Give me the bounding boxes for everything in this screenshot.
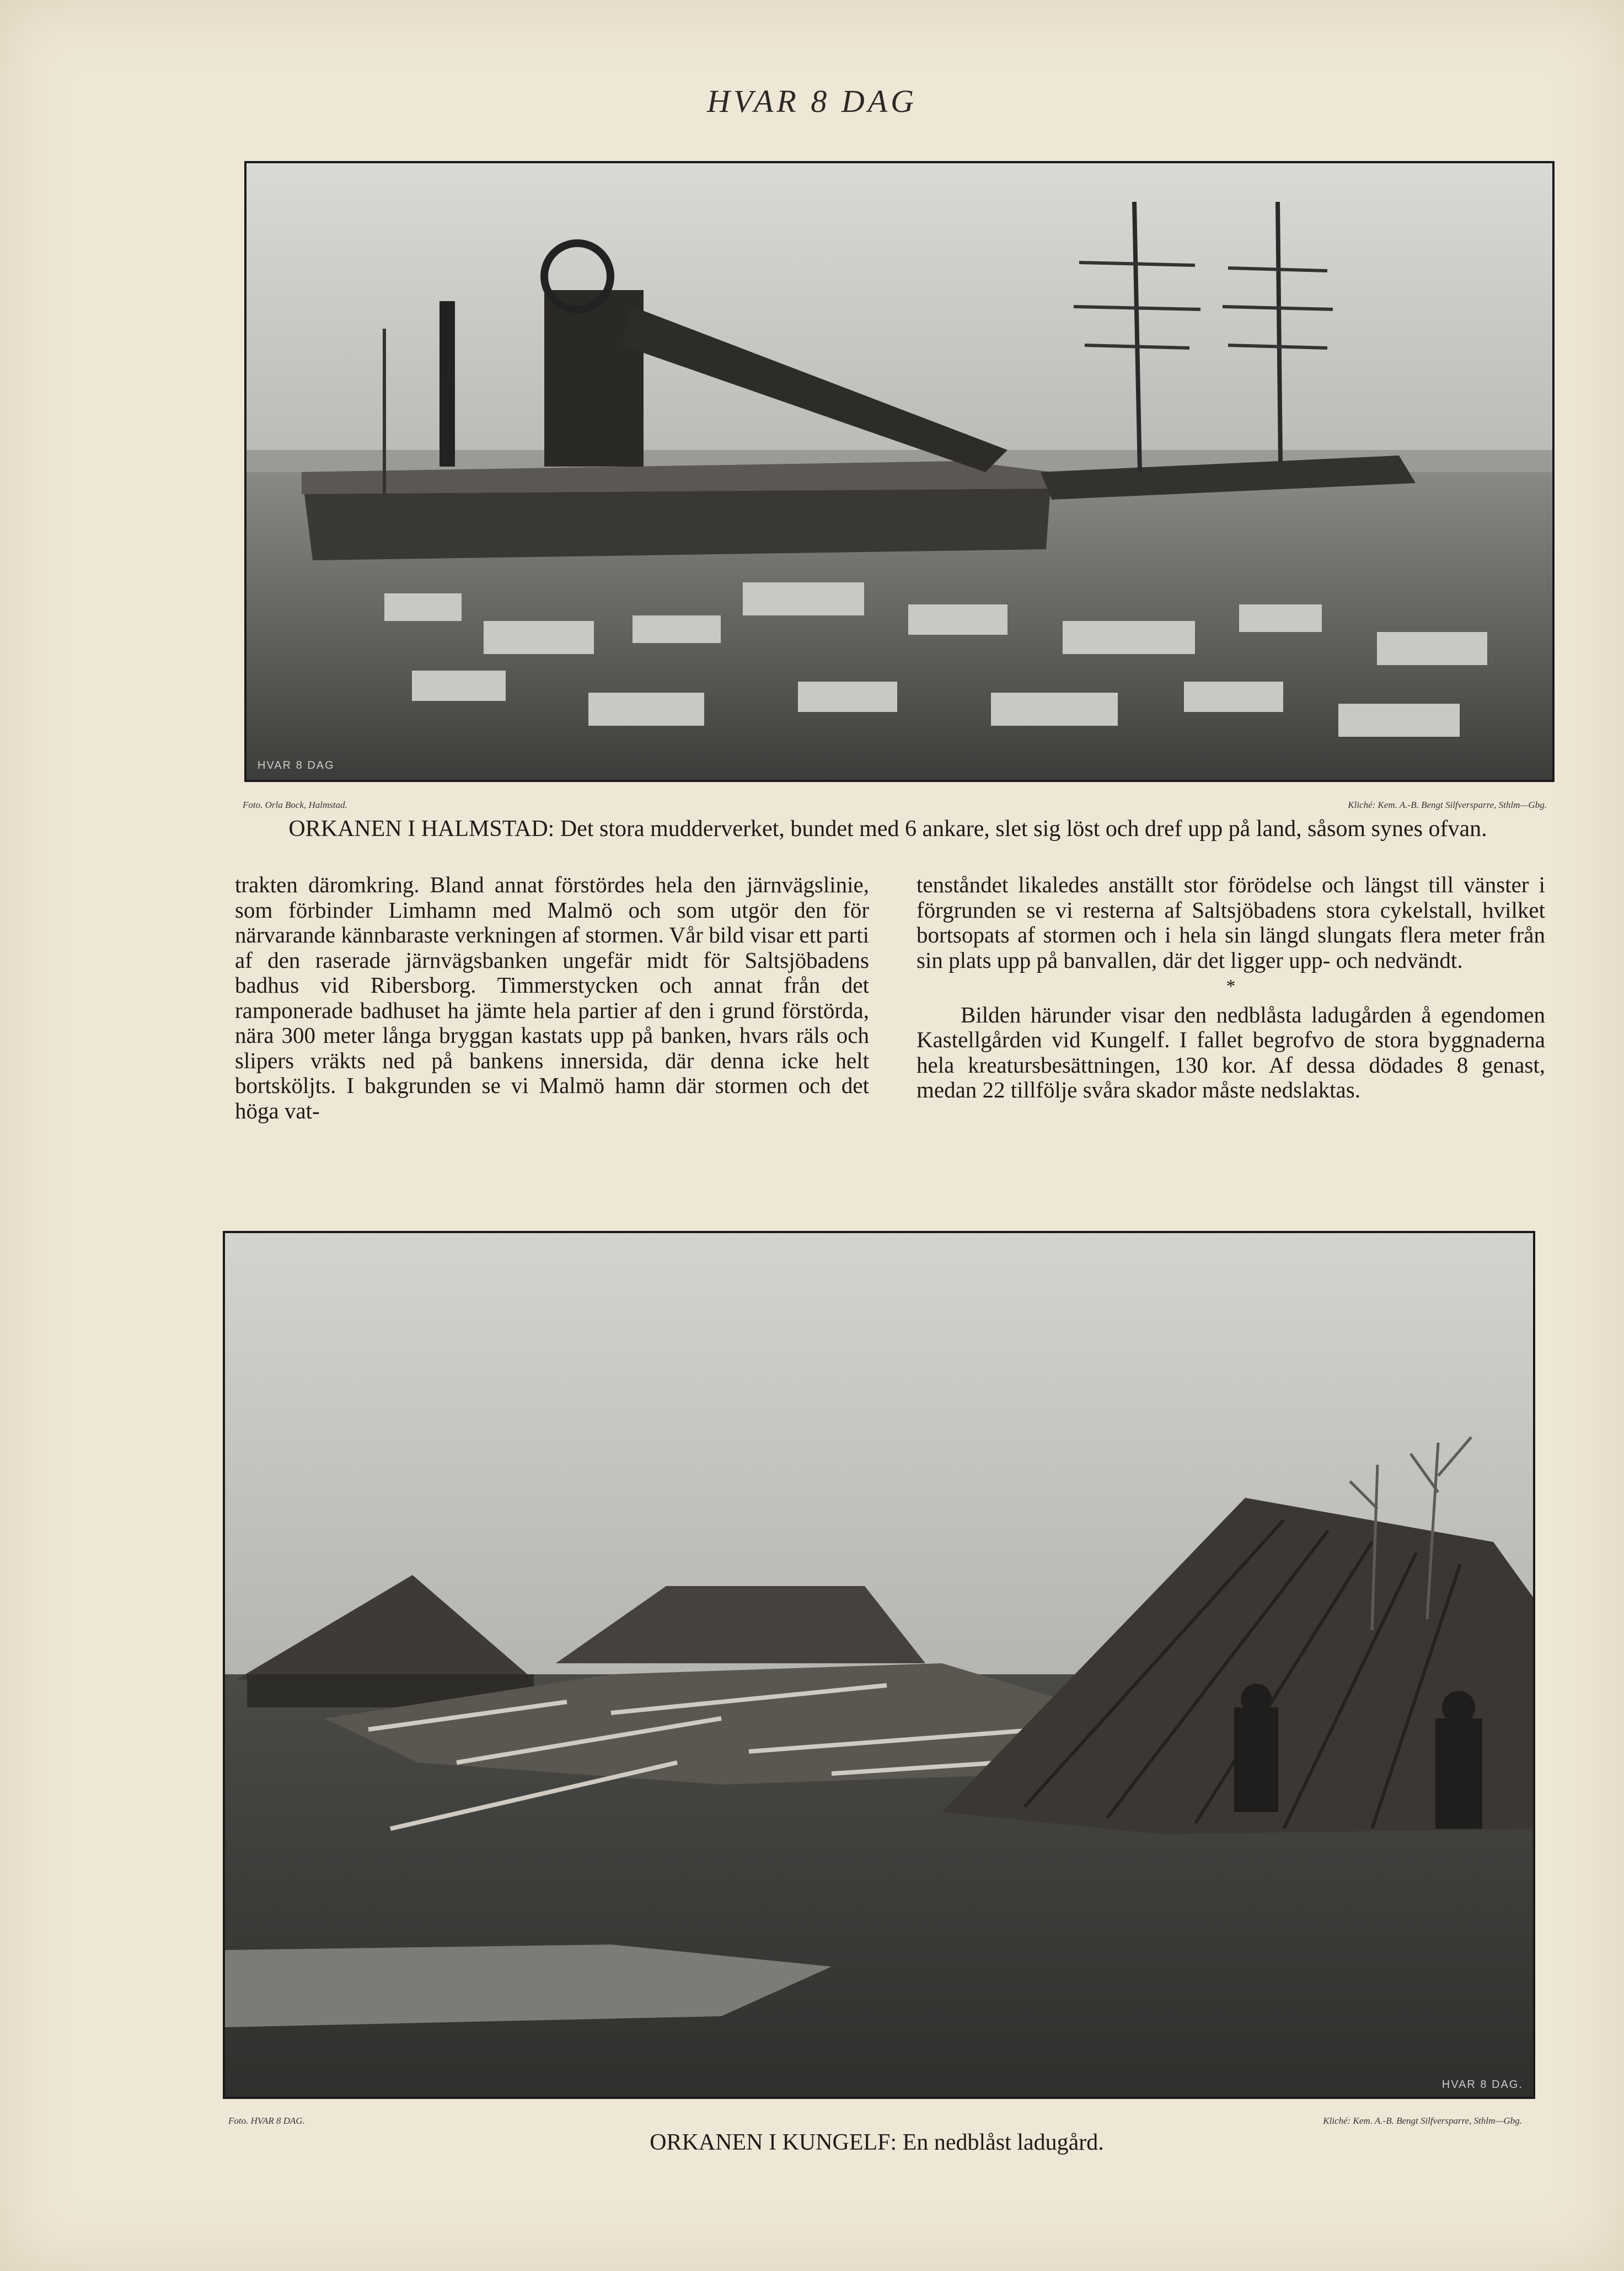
photo-watermark: HVAR 8 DAG.	[1441, 2079, 1523, 2091]
cliche-credit-right: Kliché: Kem. A.-B. Bengt Silfversparre, Sthlm—Gbg.	[1323, 2115, 1522, 2126]
photo-kungelf-barn	[223, 1231, 1535, 2099]
photo-credit-left: Foto. Orla Bock, Halmstad.	[243, 800, 347, 810]
cliche-credit-right: Kliché: Kem. A.-B. Bengt Silfversparre, Sthlm—Gbg.	[1348, 800, 1547, 810]
photo-halmstad-dredger	[244, 161, 1555, 782]
article-left-column	[235, 872, 869, 1123]
caption-halmstad: ORKANEN I HALMSTAD: Det stora mudderverket, bundet med 6 ankare, slet sig löst och dref upp på land, såsom synes ofvan.	[288, 816, 1487, 842]
caption-kungelf: ORKANEN I KUNGELF: En nedblåst ladugård.	[650, 2130, 1104, 2155]
barn-illustration	[225, 1233, 1533, 2097]
dredger-illustration	[246, 163, 1552, 780]
article-paragraph: tenståndet likaledes anställt stor förödelse och längst till vänster i förgrunden se vi resterna af Saltsjöbadens stora cykelstall, hvilket bortsopats af stormen och i hela sin längd slungats flera meter från sin plats upp på banvallen, där det ligger upp- och nedvändt.	[916, 872, 1545, 973]
section-separator: *	[1226, 976, 1236, 997]
article-right-column	[916, 872, 1545, 1103]
photo-watermark: HVAR 8 DAG	[258, 759, 335, 772]
running-header: HVAR 8 DAG	[706, 83, 918, 119]
article-paragraph: Bilden härunder visar den nedblåsta ladugården å egendomen Kastellgården vid Kungelf. I fallet begrofvo de stora byggnaderna hela kreatursbesättningen, 130 kor. Af dessa dödades 8 genast, medan 22 tillfölje svåra skador måste nedslaktas.	[916, 1001, 1545, 1102]
article-paragraph: trakten däromkring. Bland annat förstördes hela den järnvägslinie, som förbinder Limhamn med Malmö och som utgör den för närvarande kännbaraste verkningen af stormen. Vår bild visar ett parti af den raserade järnvägsbanken ungefär midt för Saltsjöbadens badhus vid Ribersborg. Timmerstycken och annat från det ramponerade badhuset ha jämte hela partier af den i grund förstörda, nära 300 meter långa bryggan kastats upp på banken, hvars räls och slipers vräkts ned på bankens innersida, där denna icke helt bortsköljts. I bakgrunden se vi Malmö hamn där stormen och det höga vat-	[235, 872, 869, 1123]
photo-credit-left: Foto. HVAR 8 DAG.	[228, 2115, 305, 2126]
